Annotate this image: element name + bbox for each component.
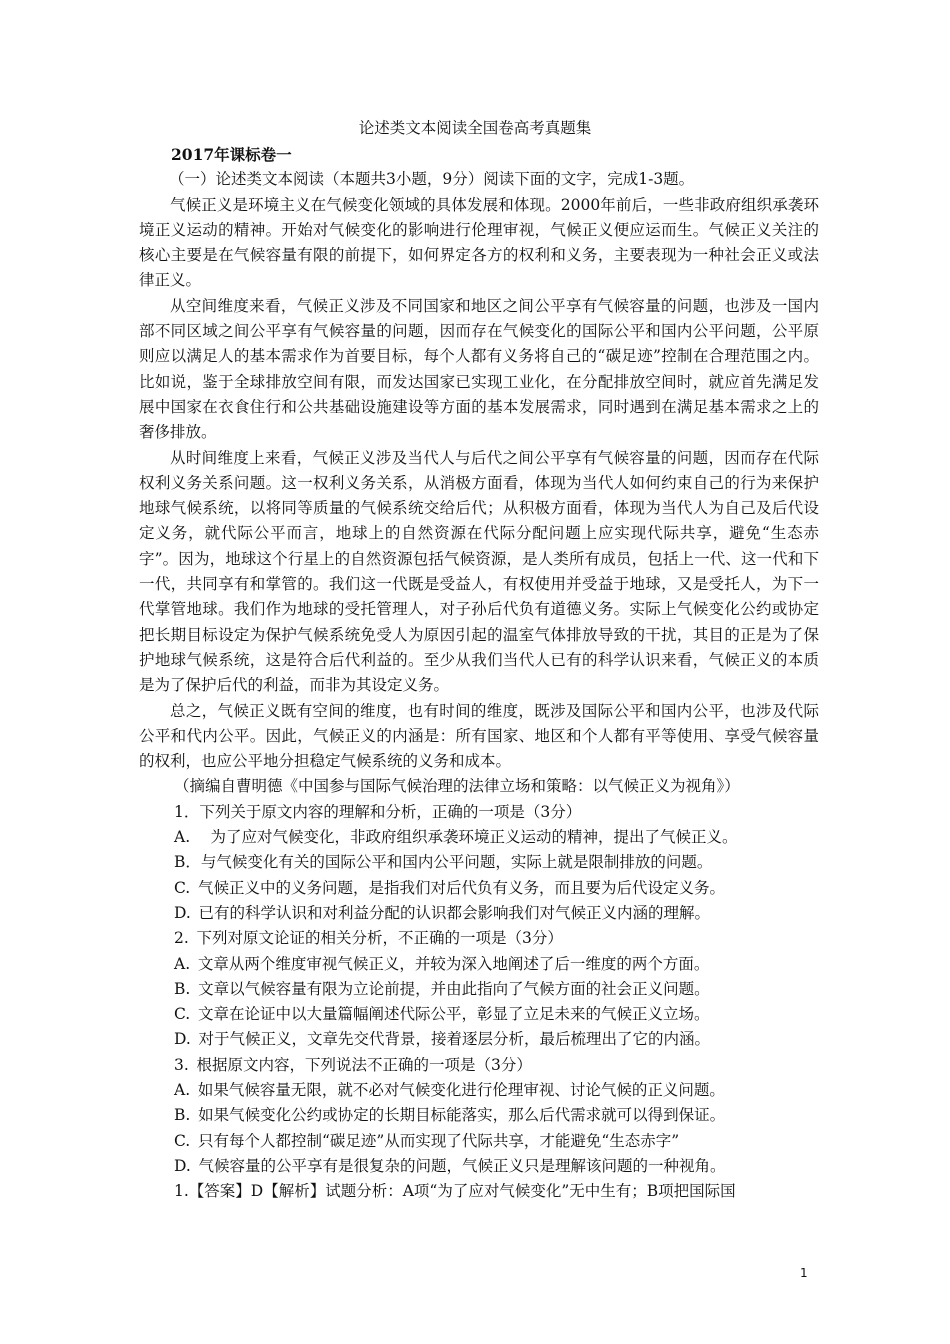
answer-line: 1.【答案】D【解析】试题分析：A项“为了应对气候变化”无中生有；B项把国际国 [174,1182,736,1201]
paragraph: 从空间维度来看，气候正义涉及不同国家和地区之间公平享有气候容量的问题，也涉及一国内部不同区域之间公平享有气候容量的问题，因而存在气候变化的国际公平和国内公平问题，公平原则应以满足人的基本需求作为首要目标，每个人都有义务将自己的“碳足迹”控制在合理范围之内。比如说，鉴于全球排放空间有限，而发达国家已实现工业化，在分配排放空间时，就应首先满足发展中国家在衣食住行和公共基础设施建设等方面的基本发展需求，同时遇到在满足基本需求之上的奢侈排放。 [139,296,819,442]
question-option: D. 已有的科学认识和对利益分配的认识都会影响我们对气候正义内涵的理解。 [174,903,711,922]
paragraph: 从时间维度上来看，气候正义涉及当代人与后代之间公平享有气候容量的问题，因而存在代际权利义务关系问题。这一权利义务关系，从消极方面看，体现为当代人如何约束自己的行为来保护地球气候系统，以将同等质量的气候系统交给后代；从积极方面看，体现为当代人为自己及后代设定义务，就代际公平而言，地球上的自然资源在代际分配问题上应实现代际共享，避免“生态赤字”。因为，地球这个行星上的自然资源包括气候资源，是人类所有成员，包括上一代、这一代和下一代，共同享有和掌管的。我们这一代既是受益人，有权使用并受益于地球，又是受托人，为下一代掌管地球。我们作为地球的受托管理人，对子孙后代负有道德义务。实际上气候变化公约或协定把长期目标设定为保护气候系统免受人为原因引起的温室气体排放导致的干扰，其目的正是为了保护地球气候系统，这是符合后代利益的。至少从我们当代人已有的科学认识来看，气候正义的本质是为了保护后代的利益，而非为其设定义务。 [139,448,819,695]
question-option: D. 对于气候正义，文章先交代背景，接着逐层分析，最后梳理出了它的内涵。 [174,1030,711,1049]
question-option: A. 为了应对气候变化，非政府组织承袭环境正义运动的精神，提出了气候正义。 [174,828,738,847]
question-stem: 2. 下列对原文论证的相关分析，不正确的一项是（3分） [174,929,563,948]
page-number: 1 [800,1266,808,1280]
question-stem: 1．下列关于原文内容的理解和分析，正确的一项是（3分） [174,802,582,821]
question-option: C. 只有每个人都控制“碳足迹”从而实现了代际共享，才能避免“生态赤字” [174,1131,680,1150]
question-option: B. 如果气候变化公约或协定的长期目标能落实，那么后代需求就可以得到保证。 [174,1106,726,1125]
question-option: A. 文章从两个维度审视气候正义，并较为深入地阐述了后一维度的两个方面。 [174,954,710,973]
source-citation: （摘编自曹明德《中国参与国际气候治理的法律立场和策略：以气候正义为视角》） [174,777,740,796]
document-title: 论述类文本阅读全国卷高考真题集 [358,119,592,137]
paragraph: 总之，气候正义既有空间的维度，也有时间的维度，既涉及国际公平和国内公平，也涉及代际公平和代内公平。因此，气候正义的内涵是：所有国家、地区和个人都有平等使用、享受气候容量的权利，也应公平地分担稳定气候系统的义务和成本。 [139,701,819,771]
question-option: A. 如果气候容量无限，就不必对气候变化进行伦理审视、讨论气候的正义问题。 [174,1080,725,1099]
question-option: B．与气候变化有关的国际公平和国内公平问题，实际上就是限制排放的问题。 [174,853,713,872]
section-heading: 2017年课标卷一 [171,145,292,164]
question-option: B. 文章以气候容量有限为立论前提，并由此指向了气候方面的社会正义问题。 [174,979,710,998]
question-option: C. 气候正义中的义务问题，是指我们对后代负有义务，而且要为后代设定义务。 [174,878,725,897]
question-stem: 3. 根据原文内容，下列说法不正确的一项是（3分） [174,1055,532,1074]
question-option: D. 气候容量的公平享有是很复杂的问题，气候正义只是理解该问题的一种视角。 [174,1156,726,1175]
document-body [139,142,819,1204]
paragraph: 气候正义是环境主义在气候变化领域的具体发展和体现。2000年前后，一些非政府组织承袭环境正义运动的精神。开始对气候变化的影响进行伦理审视，气候正义便应运而生。气候正义关注的核心主要是在气候容量有限的前提下，如何界定各方的权利和义务，主要表现为一种社会正义或法律正义。 [139,195,819,290]
reading-instruction: （一）论述类文本阅读（本题共3小题，9分）阅读下面的文字，完成1-3题。 [169,170,695,189]
question-option: C. 文章在论证中以大量篇幅阐述代际公平，彰显了立足未来的气候正义立场。 [174,1005,710,1024]
